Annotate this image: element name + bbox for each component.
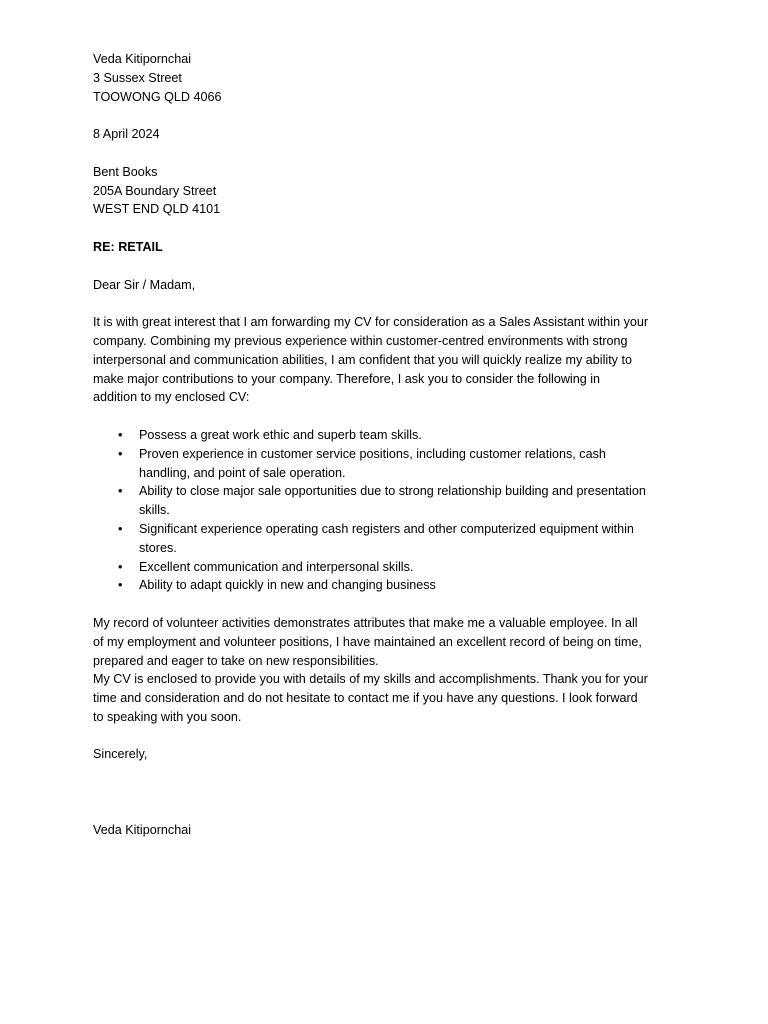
intro-line: addition to my enclosed CV:	[93, 390, 250, 405]
intro-line: company. Combining my previous experience within customer-centred environments with strong	[93, 333, 628, 348]
list-item	[93, 520, 683, 558]
bullet-icon: •	[118, 521, 123, 536]
sender-address	[93, 50, 683, 106]
letter-page	[93, 50, 683, 839]
list-item	[93, 558, 683, 577]
signoff: Sincerely,	[93, 747, 148, 762]
letter-date: 8 April 2024	[93, 127, 160, 142]
closing-line: time and consideration and do not hesitate to contact me if you have any questions. I look forward	[93, 691, 638, 706]
bullet-icon: •	[118, 427, 123, 442]
closing-paragraph	[93, 670, 683, 726]
bullet-icon: •	[118, 578, 123, 593]
list-item	[93, 576, 683, 595]
skills-list	[93, 426, 683, 595]
list-item-text: Proven experience in customer service positions, including customer relations, cash	[139, 446, 606, 461]
sender-name: Veda Kitipornchai	[93, 52, 192, 66]
closing-line: to speaking with you soon.	[93, 709, 242, 724]
sender-street: 3 Sussex Street	[93, 70, 182, 85]
intro-line: It is with great interest that I am forwarding my CV for consideration as a Sales Assistant within your	[93, 315, 649, 330]
list-item-text: Ability to adapt quickly in new and changing business	[139, 578, 436, 593]
list-item-text: handling, and point of sale operation.	[139, 465, 346, 480]
bullet-icon: •	[118, 446, 123, 461]
list-item-text: Ability to close major sale opportunities due to strong relationship building and presentation	[139, 484, 646, 499]
intro-line: interpersonal and communication abilities, I am confident that you will quickly realize my ability to	[93, 352, 632, 367]
bullet-icon: •	[118, 484, 123, 499]
volunteer-line: of my employment and volunteer positions, I have maintained an excellent record of being on time,	[93, 634, 642, 649]
volunteer-line: My record of volunteer activities demonstrates attributes that make me a valuable employee. In all	[93, 615, 638, 630]
list-item	[93, 445, 683, 483]
list-item	[93, 426, 683, 445]
bullet-icon: •	[118, 559, 123, 574]
intro-line: make major contributions to your company. Therefore, I ask you to consider the following in	[93, 371, 601, 386]
recipient-address	[93, 163, 683, 219]
recipient-name: Bent Books	[93, 164, 158, 179]
list-item-text: skills.	[139, 503, 170, 518]
list-item-text: stores.	[139, 540, 177, 555]
volunteer-paragraph	[93, 614, 683, 670]
recipient-city: WEST END QLD 4101	[93, 202, 221, 217]
salutation: Dear Sir / Madam,	[93, 277, 196, 292]
signature-name: Veda Kitipornchai	[93, 822, 192, 837]
list-item-text: Possess a great work ethic and superb team skills.	[139, 427, 422, 442]
list-item-text: Significant experience operating cash registers and other computerized equipment within	[139, 521, 634, 536]
volunteer-line: prepared and eager to take on new responsibilities.	[93, 653, 379, 668]
intro-paragraph	[93, 313, 683, 407]
recipient-street: 205A Boundary Street	[93, 183, 217, 198]
sender-city: TOOWONG QLD 4066	[93, 89, 222, 104]
subject-line: RE: RETAIL	[93, 239, 163, 254]
list-item	[93, 482, 683, 520]
list-item-text: Excellent communication and interpersonal skills.	[139, 559, 414, 574]
closing-line: My CV is enclosed to provide you with details of my skills and accomplishments. Thank you for your	[93, 672, 648, 687]
